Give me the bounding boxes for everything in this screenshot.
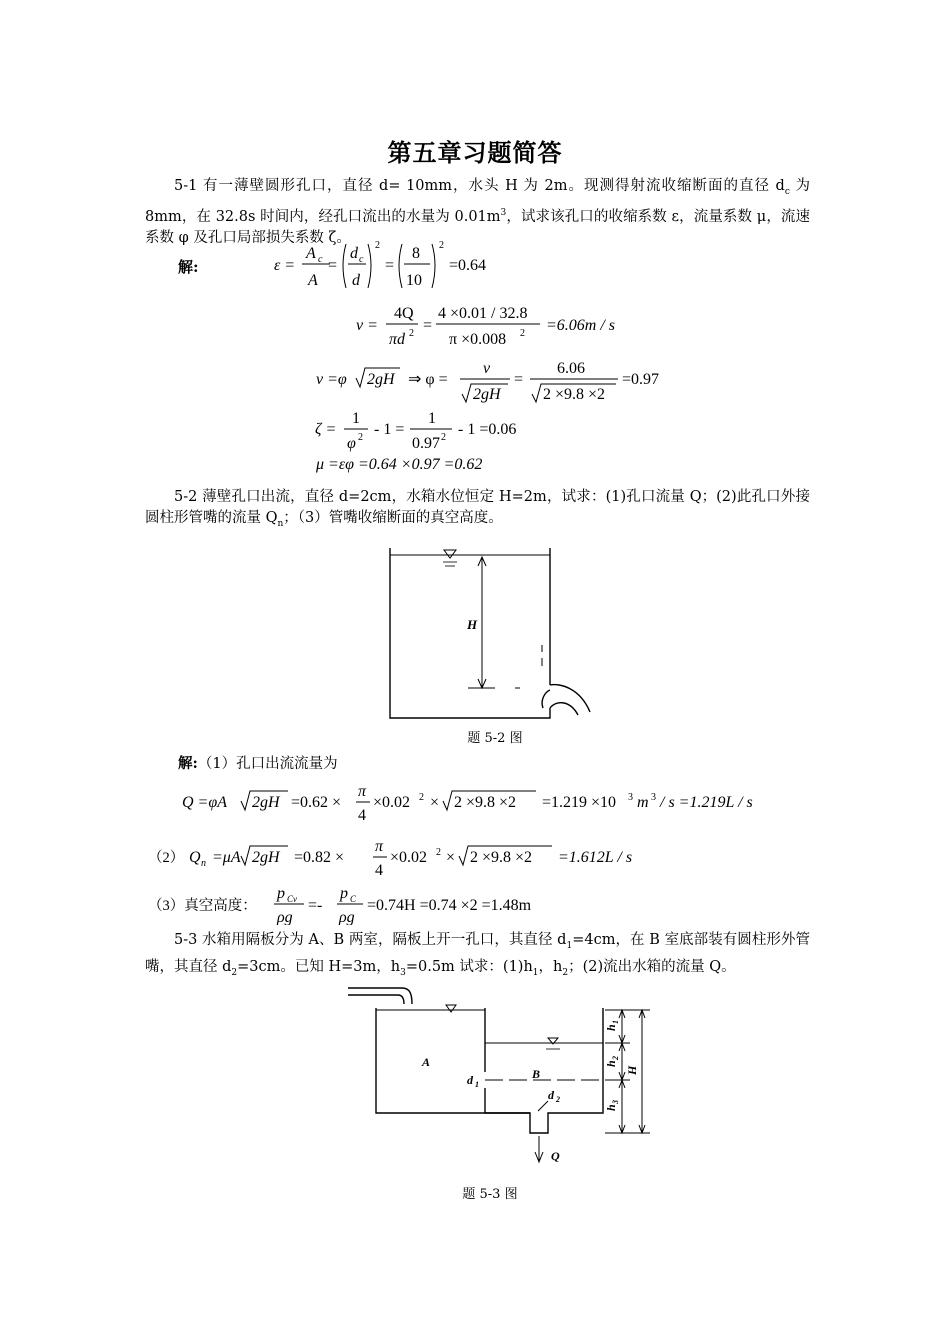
eq2-frac-num: π [375, 838, 384, 855]
label-h3-sub: 3 [611, 1100, 620, 1104]
eq-phi-rad: 2gH [367, 371, 395, 388]
eq-eps-lhs: ε = [274, 257, 296, 274]
jet-upper [550, 685, 590, 712]
eq1-rad2: 2 ×9.8 ×2 [454, 794, 517, 811]
eq-eps-n8: 8 [412, 245, 420, 262]
eq3-label: （3）真空高度： [148, 898, 257, 914]
inflow-pipe-bottom [348, 995, 404, 1004]
eq3-num-sub: Cv [287, 894, 297, 904]
eq-eps-dc: d [350, 245, 358, 262]
eq1-b: =0.62 × [291, 794, 342, 811]
eq1-c-pow: 2 [419, 792, 424, 803]
eq-zeta-num2: 1 [428, 410, 436, 427]
tank-outline [390, 548, 550, 718]
label-d1: d [467, 1073, 473, 1087]
label-h1: h [604, 1024, 618, 1031]
eq-eps-num-sub: c [318, 254, 323, 265]
eq1-rad: 2gH [252, 794, 280, 811]
label-h2: h [604, 1060, 618, 1067]
figure-5-3 [340, 978, 660, 1168]
eq-phi-a: v =φ [316, 371, 347, 388]
eq1-e-pow: 3 [628, 792, 633, 803]
eq3-den2: ρg [339, 909, 355, 925]
eq-v-lhs: v = [356, 317, 378, 334]
eq2-a: Q [189, 849, 201, 866]
eq3-den: ρg [277, 909, 293, 925]
label-d2-sub: 2 [556, 1095, 560, 1104]
eq1-f-pow: 3 [651, 792, 656, 803]
eq1-frac-den: 4 [358, 807, 366, 824]
eq-v-den2-pow: 2 [520, 328, 525, 339]
eq2-f: =1.612L / s [558, 849, 633, 866]
figure-5-2 [380, 540, 610, 725]
eq2-rad: 2gH [252, 849, 280, 866]
tank-a-outline [376, 1008, 530, 1113]
figure-5-2-caption: 题 5-2 图 [467, 731, 523, 746]
eq-phi-mid: = [514, 371, 524, 388]
eq1-frac-num: π [358, 783, 367, 800]
eq2-d: ×0.02 [390, 849, 428, 866]
eq-v-num: 4Q [394, 305, 414, 322]
eq2-frac-den: 4 [375, 862, 383, 879]
eq-v-mid: = [423, 317, 433, 334]
solution-5-2-intro: 解:（1）孔口出流流量为 [178, 755, 338, 772]
label-Q: Q [551, 1149, 560, 1163]
eq-eps-num: A [306, 245, 316, 262]
solution-label: 解: [178, 258, 199, 276]
eq-eps-mid1: = [328, 257, 338, 274]
paren-right [368, 244, 371, 288]
label-d2: d [548, 1088, 554, 1102]
label-h1-sub: 1 [611, 1020, 620, 1024]
eq-v-num2: 4 ×0.01 / 32.8 [438, 305, 528, 322]
contraction-curve [542, 690, 550, 708]
eq-eps-dc-sub: c [359, 254, 364, 265]
eq-eps-pow: 2 [439, 240, 444, 251]
jet-lower [550, 703, 578, 715]
water-level-triangle [444, 550, 456, 558]
solution-5-2-equations [0, 780, 950, 925]
eq-zeta-den-pow: 2 [358, 432, 363, 443]
eq1-d: × [430, 794, 440, 811]
water-level-triangle [446, 1005, 456, 1012]
eq-phi-den2: 2 ×9.8 ×2 [543, 386, 606, 403]
paren-left [399, 244, 402, 288]
eq-zeta-den2-pow: 2 [441, 432, 446, 443]
eq-v-den2: π ×0.008 [449, 331, 507, 348]
label-h2-sub: 2 [611, 1056, 620, 1060]
figure-5-3-caption: 题 5-3 图 [462, 1187, 518, 1202]
eq2-d-pow: 2 [436, 847, 441, 858]
eq1-c: ×0.02 [373, 794, 411, 811]
eq-zeta-num: 1 [352, 410, 360, 427]
eq-phi-den: 2gH [473, 386, 501, 403]
eq-eps-d: d [352, 272, 360, 289]
label-B: B [532, 1067, 541, 1081]
label-H: H [467, 617, 478, 632]
eq-v-result: =6.06m / s [546, 317, 616, 334]
eq-phi-b: ⇒ φ = [408, 371, 448, 388]
problem-5-2-text: 5-2 薄壁孔口出流，直径 d=2cm，水箱水位恒定 H=2m，试求：(1)孔口流量 Q；(2)此孔口外接圆柱形管嘴的流量 $Q_n$；（3）管嘴收缩断面的真空高度。 [145, 489, 810, 529]
eq-phi-num: v [483, 360, 491, 377]
paren-right [432, 244, 435, 288]
eq-zeta-mid: - 1 = [374, 421, 405, 438]
eq3-num2: p [340, 885, 348, 902]
eq-mu: μ =εφ =0.64 ×0.97 =0.62 [316, 456, 483, 473]
eq1-a: Q =φA [182, 794, 227, 811]
problem-5-3-text: 5-3 水箱用隔板分为 A、B 两室，隔板上开一孔口，其直径 $d_1=4cm$，在 B 室底部装有圆柱形外管嘴，其直径 $d_2=3cm$。已知 H=3m，$h_3=0.5m$ 试求：$(1)h_1$，$h_2$；(2)流出水箱的流量 Q。 [145, 932, 810, 978]
eq-eps-pow: 2 [375, 240, 380, 251]
eq-v-den: πd [389, 331, 406, 348]
eq2-c: =0.82 × [294, 849, 345, 866]
eq1-f: m [637, 794, 649, 811]
eq-eps-result: =0.64 [449, 257, 487, 274]
label-A: A [422, 1055, 431, 1069]
eq3-num2-sub: C [350, 894, 357, 904]
eq2-a-sub: n [201, 858, 206, 869]
eq-zeta-lhs: ζ = [315, 421, 337, 438]
eq1-e: =1.219 ×10 [542, 794, 617, 811]
eq3-result: =0.74H =0.74 ×2 =1.48m [367, 897, 532, 914]
label-h3: h [604, 1104, 618, 1111]
tank-b-outline [485, 1008, 603, 1133]
eq-zeta-den: φ [347, 435, 356, 452]
eq-zeta-den2: 0.97 [412, 435, 440, 452]
problem-5-1-text: 5-1 有一薄壁圆形孔口，直径 d= 10mm，水头 H 为 2m。现测得射流收缩断面的直径 $d_c$ 为 8mm，在 32.8s 时间内，经孔口流出的水量为 $0.01m^3$，试求该孔口的收缩系数 ε，流量系数 μ，流速系数 φ 及孔口局部损失系数 ζ。 [145, 178, 810, 246]
eq-eps-den: A [308, 272, 318, 289]
solution-5-1-equations [0, 232, 950, 477]
paren-left [343, 244, 346, 288]
label-H: H [625, 1065, 639, 1075]
eq-zeta-result: - 1 =0.06 [458, 421, 517, 438]
eq-eps-mid2: = [385, 257, 395, 274]
eq1-g: / s =1.219L / s [660, 794, 753, 811]
eq-phi-result: =0.97 [622, 371, 660, 388]
eq-eps-n10: 10 [406, 272, 422, 289]
eq-phi-num2: 6.06 [557, 360, 585, 377]
page-title: 第五章习题简答 [387, 138, 563, 167]
eq3-num: p [277, 885, 285, 902]
eq2-e: × [446, 849, 456, 866]
eq3-mid: =- [308, 897, 323, 914]
eq2-rad2: 2 ×9.8 ×2 [470, 849, 533, 866]
label-d1-sub: 1 [475, 1080, 479, 1089]
eq2-b: =μA [212, 849, 241, 866]
eq2-label: （2） [148, 850, 185, 866]
eq-v-den-pow: 2 [409, 328, 414, 339]
d2-leader [538, 1101, 548, 1111]
